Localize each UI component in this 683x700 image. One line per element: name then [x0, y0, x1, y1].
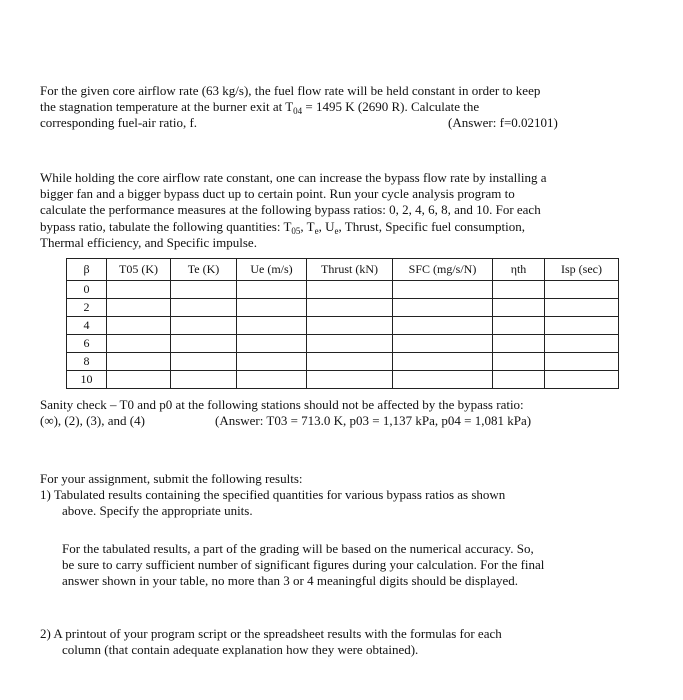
bypass-ratio-cell: 10	[67, 371, 107, 389]
table-row	[67, 371, 619, 389]
header-eta: ηth	[493, 259, 545, 281]
paragraph-item-2	[40, 626, 640, 658]
table-row	[67, 317, 619, 335]
bypass-ratio-cell: 0	[67, 281, 107, 299]
empty-cell[interactable]	[545, 317, 619, 335]
subscript: e	[314, 225, 319, 236]
paragraph-sanity-check	[40, 397, 640, 429]
text-line: For the tabulated results, a part of the grading will be based on the numerical accuracy. So,	[62, 541, 534, 556]
empty-cell[interactable]	[237, 299, 307, 317]
empty-cell[interactable]	[493, 335, 545, 353]
empty-cell[interactable]	[545, 281, 619, 299]
list-item: 1) Tabulated results containing the specified quantities for various bypass ratios as shown	[40, 487, 506, 503]
empty-cell[interactable]	[107, 281, 171, 299]
empty-cell[interactable]	[171, 281, 237, 299]
header-beta: β	[67, 259, 107, 281]
header-isp: Isp (sec)	[545, 259, 619, 281]
empty-cell[interactable]	[307, 371, 393, 389]
text-line: bigger fan and a bigger bypass duct up to certain point. Run your cycle analysis program to	[40, 186, 515, 202]
table-row	[67, 335, 619, 353]
empty-cell[interactable]	[237, 353, 307, 371]
text-line: For the given core airflow rate (63 kg/s), the fuel flow rate will be held constant in order to keep	[40, 83, 541, 98]
paragraph-grading-note	[40, 541, 640, 590]
list-item-continuation: above. Specify the appropriate units.	[62, 503, 253, 519]
empty-cell[interactable]	[307, 317, 393, 335]
empty-cell[interactable]	[107, 317, 171, 335]
empty-cell[interactable]	[393, 371, 493, 389]
empty-cell[interactable]	[545, 353, 619, 371]
paragraph-bypass	[40, 170, 640, 251]
table-row	[67, 299, 619, 317]
header-ue: Ue (m/s)	[237, 259, 307, 281]
empty-cell[interactable]	[237, 281, 307, 299]
empty-cell[interactable]	[107, 335, 171, 353]
text-line	[40, 99, 640, 115]
text-fragment: corresponding fuel-air ratio, f.	[40, 115, 198, 131]
bypass-ratio-cell: 8	[67, 353, 107, 371]
empty-cell[interactable]	[171, 299, 237, 317]
empty-cell[interactable]	[107, 353, 171, 371]
text-line: Sanity check – T0 and p0 at the following stations should not be affected by the bypass ratio:	[40, 397, 524, 412]
empty-cell[interactable]	[307, 353, 393, 371]
empty-cell[interactable]	[545, 371, 619, 389]
text-fragment: , Thrust, Specific fuel consumption,	[338, 218, 525, 234]
text-line: answer shown in your table, no more than 3 or 4 meaningful digits should be displayed.	[62, 573, 519, 589]
table-row	[67, 281, 619, 299]
empty-cell[interactable]	[237, 317, 307, 335]
empty-cell[interactable]	[307, 335, 393, 353]
empty-cell[interactable]	[307, 299, 393, 317]
text-fragment: bypass ratio, tabulate the following quantities: T	[40, 218, 292, 234]
subscript: e	[334, 225, 339, 236]
header-t05: T05 (K)	[107, 259, 171, 281]
table-header-row	[67, 259, 619, 281]
empty-cell[interactable]	[493, 299, 545, 317]
bypass-ratio-cell: 6	[67, 335, 107, 353]
empty-cell[interactable]	[237, 335, 307, 353]
empty-cell[interactable]	[493, 353, 545, 371]
empty-cell[interactable]	[493, 281, 545, 299]
subscript: 05	[291, 225, 301, 236]
empty-cell[interactable]	[171, 317, 237, 335]
text-fragment: , U	[318, 218, 335, 234]
table-row	[67, 353, 619, 371]
answer-text: (Answer: f=0.02101)	[448, 115, 558, 131]
text-line	[40, 115, 640, 131]
header-thrust: Thrust (kN)	[307, 259, 393, 281]
empty-cell[interactable]	[107, 299, 171, 317]
text-line: calculate the performance measures at the following bypass ratios: 0, 2, 4, 6, 8, and 10. For each	[40, 202, 541, 218]
text-line	[40, 413, 640, 429]
text-fragment: (∞), (2), (3), and (4)	[40, 413, 145, 429]
empty-cell[interactable]	[493, 371, 545, 389]
empty-cell[interactable]	[393, 281, 493, 299]
empty-cell[interactable]	[393, 317, 493, 335]
empty-cell[interactable]	[171, 335, 237, 353]
paragraph-assignment	[40, 471, 640, 520]
text-line: Thermal efficiency, and Specific impulse.	[40, 234, 257, 250]
text-line	[40, 219, 640, 235]
header-te: Te (K)	[171, 259, 237, 281]
text-line: For your assignment, submit the following results:	[40, 471, 303, 486]
text-line: While holding the core airflow rate constant, one can increase the bypass flow rate by installing a	[40, 170, 547, 185]
list-item: 2) A printout of your program script or the spreadsheet results with the formulas for each	[40, 626, 502, 641]
text-line: be sure to carry sufficient number of significant figures during your calculation. For the final	[62, 557, 545, 573]
answer-text: (Answer: T03 = 713.0 K, p03 = 1,137 kPa, p04 = 1,081 kPa)	[215, 413, 532, 429]
header-sfc: SFC (mg/s/N)	[393, 259, 493, 281]
bypass-ratio-cell: 2	[67, 299, 107, 317]
empty-cell[interactable]	[393, 299, 493, 317]
empty-cell[interactable]	[307, 281, 393, 299]
empty-cell[interactable]	[493, 317, 545, 335]
bypass-ratio-cell: 4	[67, 317, 107, 335]
text-fragment: = 1495 K (2690 R). Calculate the	[302, 99, 480, 115]
empty-cell[interactable]	[545, 299, 619, 317]
text-fragment: the stagnation temperature at the burner exit at T	[40, 99, 294, 115]
empty-cell[interactable]	[393, 353, 493, 371]
results-table	[66, 258, 619, 389]
text-fragment: , T	[300, 218, 315, 234]
empty-cell[interactable]	[237, 371, 307, 389]
empty-cell[interactable]	[171, 353, 237, 371]
list-item-continuation: column (that contain adequate explanation how they were obtained).	[62, 642, 419, 658]
subscript: 04	[293, 106, 303, 117]
paragraph-fuel-air	[40, 83, 640, 132]
empty-cell[interactable]	[393, 335, 493, 353]
empty-cell[interactable]	[171, 371, 237, 389]
empty-cell[interactable]	[107, 371, 171, 389]
empty-cell[interactable]	[545, 335, 619, 353]
